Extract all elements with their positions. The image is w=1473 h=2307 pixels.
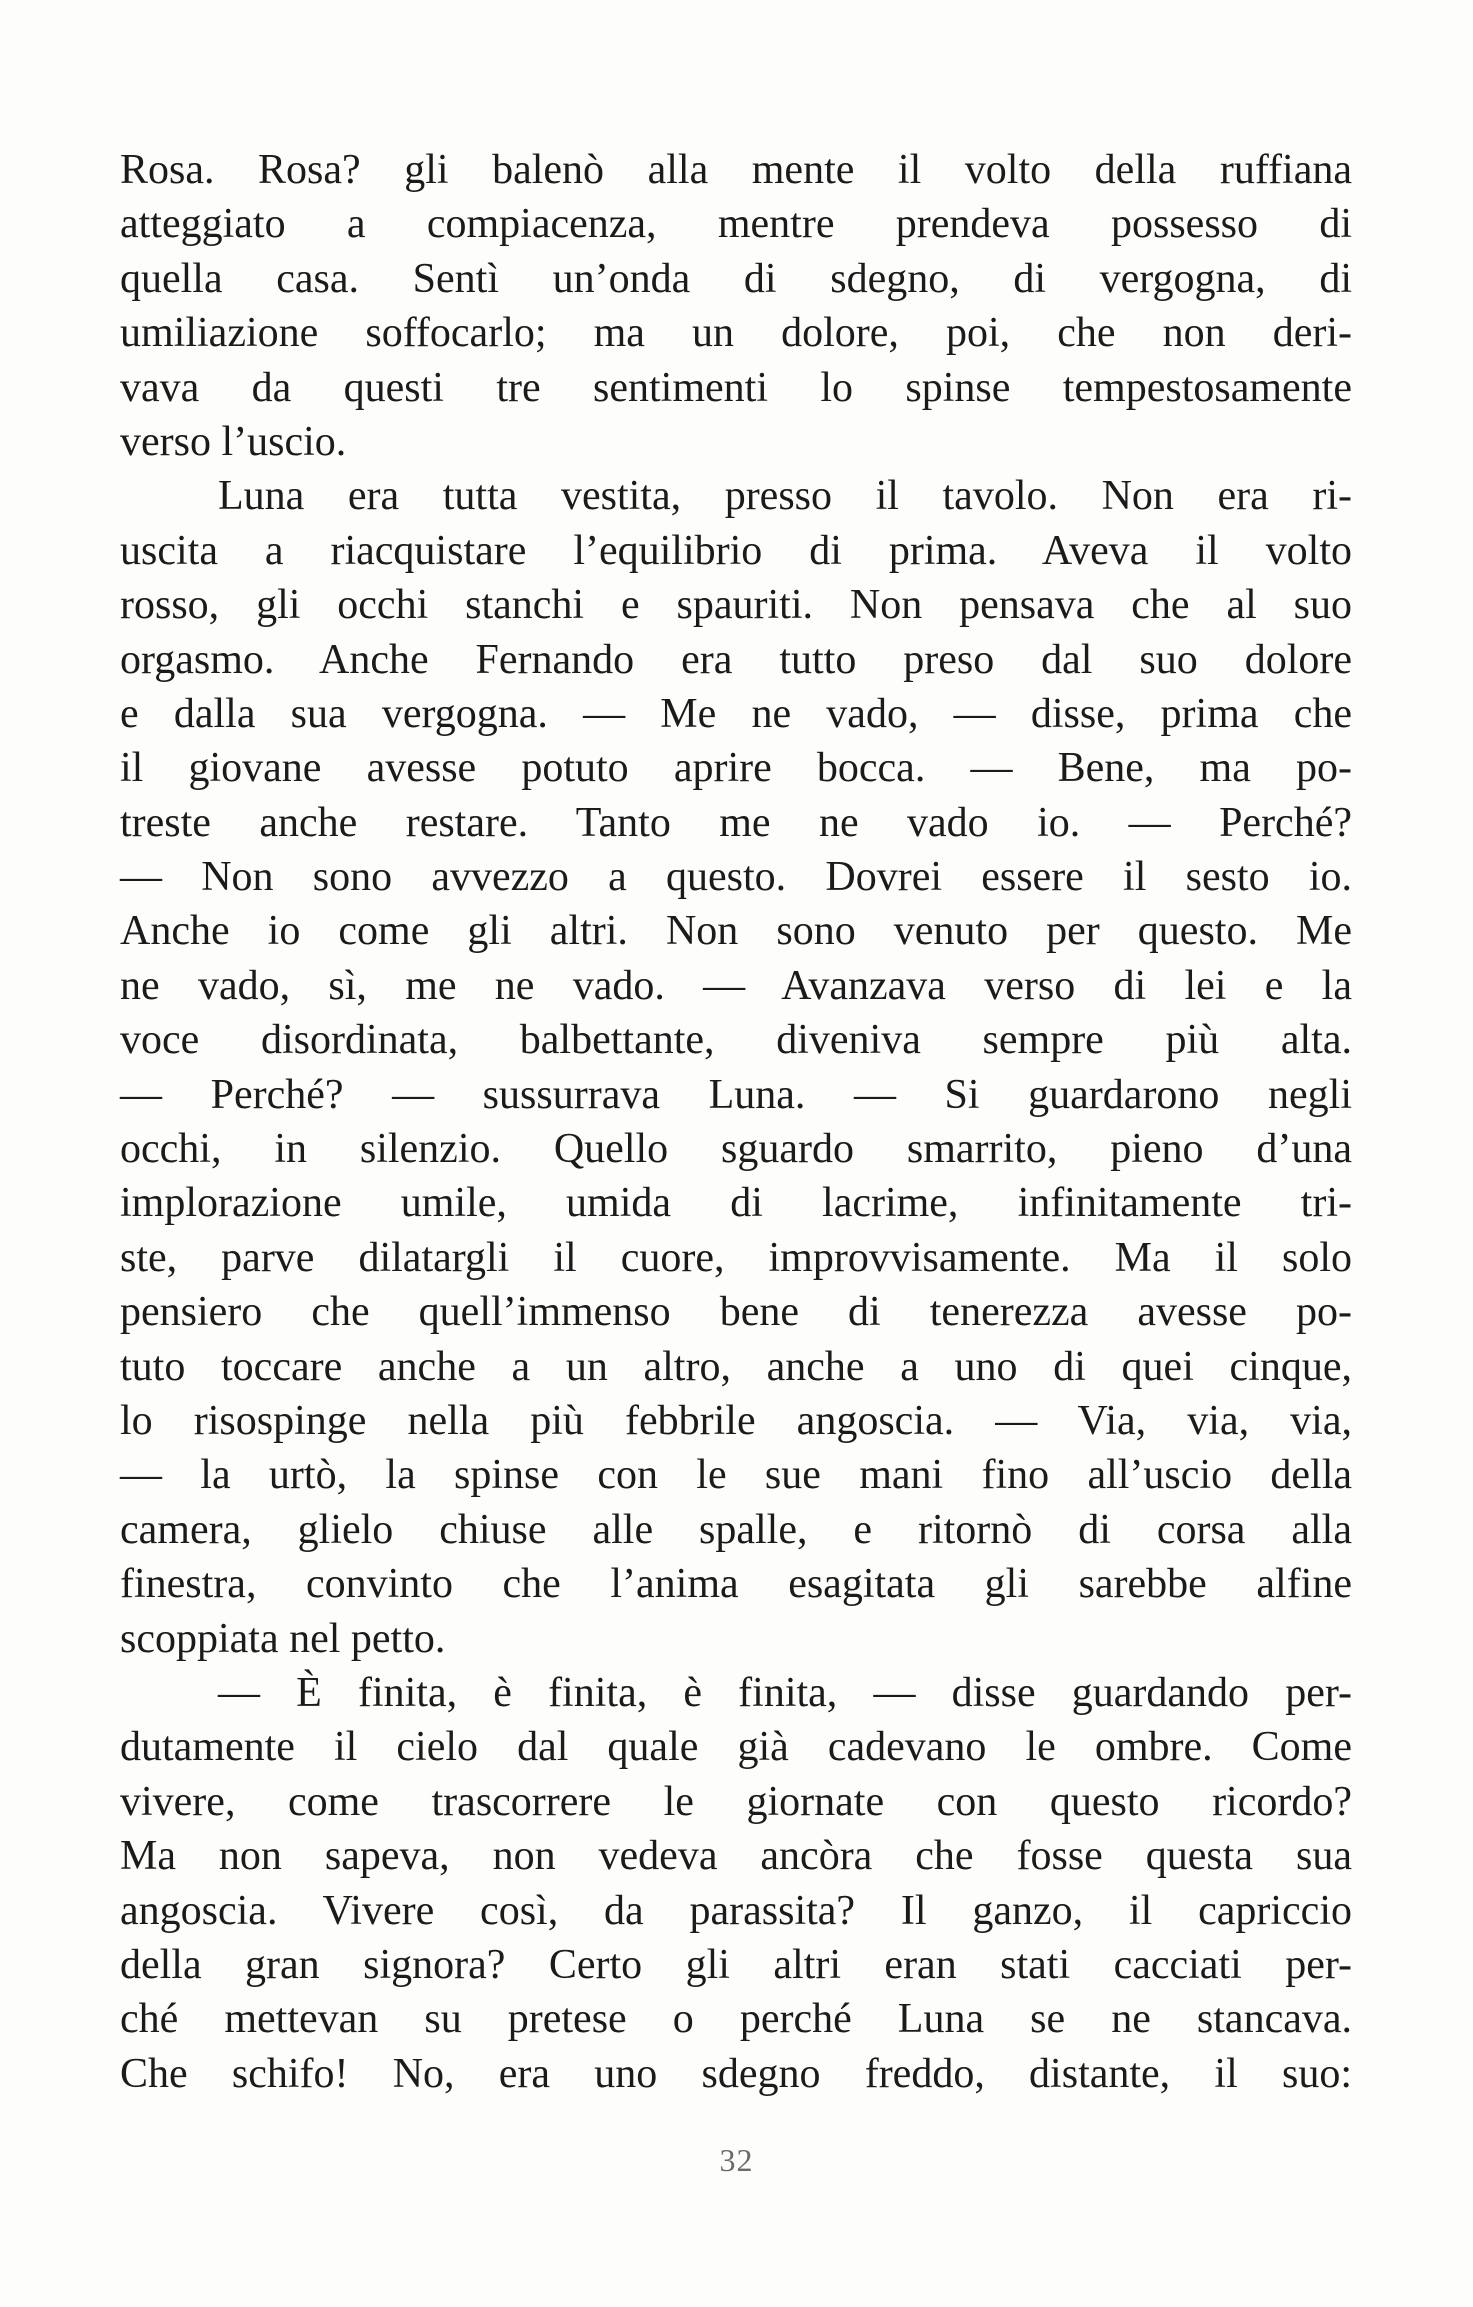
text-line: della gran signora? Certo gli altri eran stati cacciati per- <box>120 1941 1352 1988</box>
text-line: — È finita, è finita, è finita, — disse guardando per- <box>218 1669 1352 1716</box>
text-line: orgasmo. Anche Fernando era tutto preso dal suo dolore <box>120 636 1352 683</box>
text-line: scoppiata nel petto. <box>120 1615 446 1662</box>
text-line: Ma non sapeva, non vedeva ancòra che fosse questa sua <box>120 1833 1352 1880</box>
text-line: quella casa. Sentì un’onda di sdegno, di vergogna, di <box>120 255 1352 302</box>
text-line: Luna era tutta vestita, presso il tavolo. Non era ri- <box>218 473 1352 520</box>
text-line: voce disordinata, balbettante, diveniva sempre più alta. <box>120 1017 1352 1064</box>
text-line: umiliazione soffocarlo; ma un dolore, poi, che non deri- <box>120 310 1352 357</box>
text-line: atteggiato a compiacenza, mentre prendeva possesso di <box>120 201 1352 248</box>
text-line: verso l’uscio. <box>120 418 347 465</box>
text-line: — Non sono avvezzo a questo. Dovrei essere il sesto io. <box>120 854 1352 901</box>
text-line: uscita a riacquistare l’equilibrio di prima. Aveva il volto <box>120 527 1352 574</box>
text-line: Anche io come gli altri. Non sono venuto per questo. Me <box>120 908 1352 955</box>
text-line: ste, parve dilatargli il cuore, improvvisamente. Ma il solo <box>120 1234 1352 1281</box>
text-line: finestra, convinto che l’anima esagitata gli sarebbe alfine <box>120 1561 1352 1608</box>
text-line: camera, glielo chiuse alle spalle, e ritornò di corsa alla <box>120 1506 1352 1553</box>
text-line: dutamente il cielo dal quale già cadevano le ombre. Come <box>120 1724 1352 1771</box>
text-line: tuto toccare anche a un altro, anche a uno di quei cinque, <box>120 1343 1352 1390</box>
text-line: lo risospinge nella più febbrile angoscia. — Via, via, via, <box>120 1397 1352 1444</box>
text-line: ne vado, sì, me ne vado. — Avanzava verso di lei e la <box>120 962 1352 1009</box>
text-line: pensiero che quell’immenso bene di tenerezza avesse po- <box>120 1289 1352 1336</box>
text-line: e dalla sua vergogna. — Me ne vado, — disse, prima che <box>120 690 1352 737</box>
text-line: — Perché? — sussurrava Luna. — Si guardarono negli <box>120 1071 1352 1118</box>
text-line: Rosa. Rosa? gli balenò alla mente il volto della ruffiana <box>120 147 1352 193</box>
text-line: vivere, come trascorrere le giornate con questo ricordo? <box>120 1778 1352 1825</box>
text-line: il giovane avesse potuto aprire bocca. — Bene, ma po- <box>120 745 1352 792</box>
text-line: Che schifo! No, era uno sdegno freddo, distante, il suo: <box>120 2050 1352 2097</box>
text-line: — la urtò, la spinse con le sue mani fino all’uscio della <box>120 1452 1352 1499</box>
text-line: rosso, gli occhi stanchi e spauriti. Non pensava che al suo <box>120 582 1352 629</box>
page-number: 32 <box>719 2142 754 2178</box>
text-line: vava da questi tre sentimenti lo spinse tempestosamente <box>120 364 1352 411</box>
text-line: treste anche restare. Tanto me ne vado io. — Perché? <box>120 799 1352 846</box>
text-line: angoscia. Vivere così, da parassita? Il ganzo, il capriccio <box>120 1887 1352 1934</box>
text-line: ché mettevan su pretese o perché Luna se ne stancava. <box>120 1996 1352 2043</box>
text-line: occhi, in silenzio. Quello sguardo smarrito, pieno d’una <box>120 1126 1352 1173</box>
text-line: implorazione umile, umida di lacrime, infinitamente tri- <box>120 1180 1352 1227</box>
body-text <box>120 143 1352 2101</box>
